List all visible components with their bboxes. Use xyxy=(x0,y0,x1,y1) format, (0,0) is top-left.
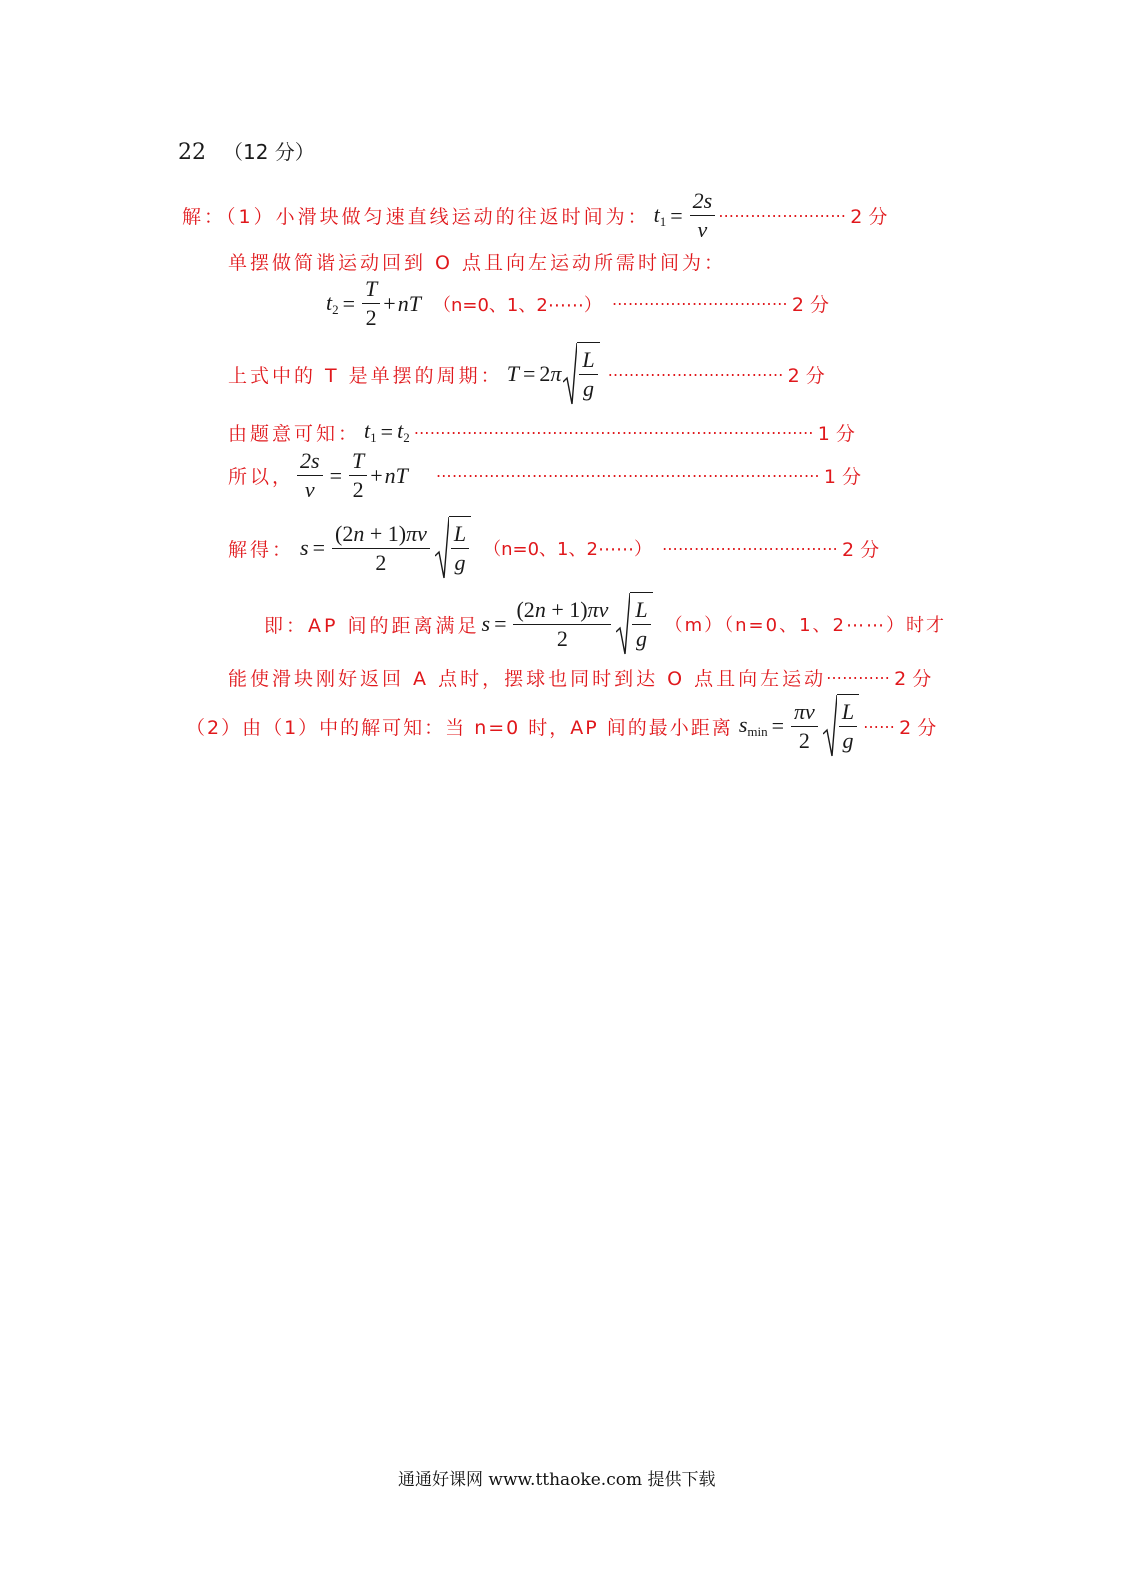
formula-t1: $t_1$ xyxy=(653,201,667,229)
line-text: 单摆做简谐运动回到 O 点且向左运动所需时间为： xyxy=(228,252,727,274)
question-points: （12 分） xyxy=(223,140,315,164)
condition: （n=0、1、2⋯⋯） xyxy=(483,539,652,560)
solution-line-3: $t_2$ = $\frac{T}{2}$ + nT （n=0、1、2⋯⋯） ⋯⋯⋯⋯⋯⋯⋯⋯⋯⋯⋯ 2 分 xyxy=(326,276,829,330)
score: 1 分 xyxy=(817,422,855,445)
line-text: 所以， xyxy=(228,466,295,488)
leader-dots: ⋯⋯⋯⋯⋯⋯⋯⋯⋯⋯⋯⋯⋯⋯⋯⋯⋯⋯⋯⋯⋯⋯⋯⋯ xyxy=(435,466,820,485)
solution-line-2 xyxy=(228,248,726,275)
solution-line-10: （2）由（1）中的解可知：当 n=0 时，AP 间的最小距离 $s_{min}$ = $\frac{\pi v}{2}$ $\frac{L}{g}$ ⋯⋯ 2 分 xyxy=(186,694,936,758)
leader-dots: ⋯⋯⋯⋯⋯⋯⋯⋯⋯⋯⋯ xyxy=(611,294,788,313)
score: 2 分 xyxy=(841,538,880,561)
fraction-T-over-2: $\frac{T}{2}$ xyxy=(362,276,380,331)
line-text: 由题意可知： xyxy=(228,422,361,445)
line-text: 即：AP 间的距离满足 xyxy=(264,614,480,637)
line-text: 上式中的 T 是单摆的周期： xyxy=(228,364,503,387)
leader-dots: ⋯⋯⋯⋯⋯⋯⋯⋯⋯⋯⋯⋯⋯⋯⋯⋯⋯⋯⋯⋯⋯⋯⋯⋯⋯ xyxy=(413,422,814,442)
score: 2 分 xyxy=(894,668,932,690)
line-text: 能使滑块刚好返回 A 点时，摆球也同时到达 O 点且向左运动 xyxy=(228,668,827,690)
leader-dots: ⋯⋯ xyxy=(863,716,896,736)
score: 2 分 xyxy=(787,364,825,387)
score: 2 分 xyxy=(791,294,829,316)
solution-line-4: 上式中的 T 是单摆的周期： T = 2 π $\frac{L}{g}$ ⋯⋯⋯⋯⋯⋯⋯⋯⋯⋯⋯ 2 分 xyxy=(228,342,825,406)
score: 1 分 xyxy=(823,466,862,488)
leader-dots: ⋯⋯⋯⋯⋯⋯⋯⋯⋯⋯⋯ xyxy=(661,538,838,558)
formula-t2: $t_2$ xyxy=(326,289,339,317)
line-text: （2）由（1）中的解可知：当 n=0 时，AP 间的最小距离 xyxy=(186,716,733,739)
square-root: $\frac{L}{g}$ xyxy=(563,342,599,406)
solution-line-5: 由题意可知： $t_1$ = $t_2$ ⋯⋯⋯⋯⋯⋯⋯⋯⋯⋯⋯⋯⋯⋯⋯⋯⋯⋯⋯⋯⋯⋯⋯⋯⋯ 1 分 xyxy=(228,418,855,445)
condition: （n=0、1、2⋯⋯） xyxy=(432,294,602,316)
score: 2 分 xyxy=(850,206,888,228)
leader-dots: ⋯⋯⋯⋯⋯⋯⋯⋯⋯⋯⋯ xyxy=(607,364,784,384)
solution-line-1: 解：（1）小滑块做匀速直线运动的往返时间为： $t_1$ = $\frac{2s}{v}$ ⋯⋯⋯⋯⋯⋯⋯⋯ 2 分 xyxy=(182,188,888,242)
leader-dots: ⋯⋯⋯⋯ xyxy=(826,668,891,687)
score: 2 分 xyxy=(899,716,937,739)
question-number: 22 xyxy=(178,140,206,165)
line-text-suffix: （m）（n=0、1、2⋯⋯）时才 xyxy=(664,615,946,636)
leader-dots: ⋯⋯⋯⋯⋯⋯⋯⋯ xyxy=(718,206,847,225)
solution-line-7: 解得： s = $\frac{(2n + 1)\pi v}{2}$ $\frac{L}{g}$ （n=0、1、2⋯⋯） ⋯⋯⋯⋯⋯⋯⋯⋯⋯⋯⋯ 2 分 xyxy=(228,516,879,580)
solution-line-9 xyxy=(228,664,931,691)
page-footer: 通通好课网 www.tthaoke.com 提供下载 xyxy=(398,1470,716,1490)
solution-line-8: 即：AP 间的距离满足 s = $\frac{(2n + 1)\pi v}{2}$ $\frac{L}{g}$ （m）（n=0、1、2⋯⋯）时才 xyxy=(264,592,946,656)
line-text: 解得： xyxy=(228,538,295,561)
solution-line-6: 所以， $\frac{2s}{v}$ = $\frac{T}{2}$ + nT ⋯⋯⋯⋯⋯⋯⋯⋯⋯⋯⋯⋯⋯⋯⋯⋯⋯⋯⋯⋯⋯⋯⋯⋯ 1 分 xyxy=(228,448,862,502)
line-text: 解：（1）小滑块做匀速直线运动的往返时间为： xyxy=(182,206,650,228)
question-header xyxy=(178,136,315,165)
fraction-2s-over-v: $\frac{2s}{v}$ xyxy=(690,188,716,243)
